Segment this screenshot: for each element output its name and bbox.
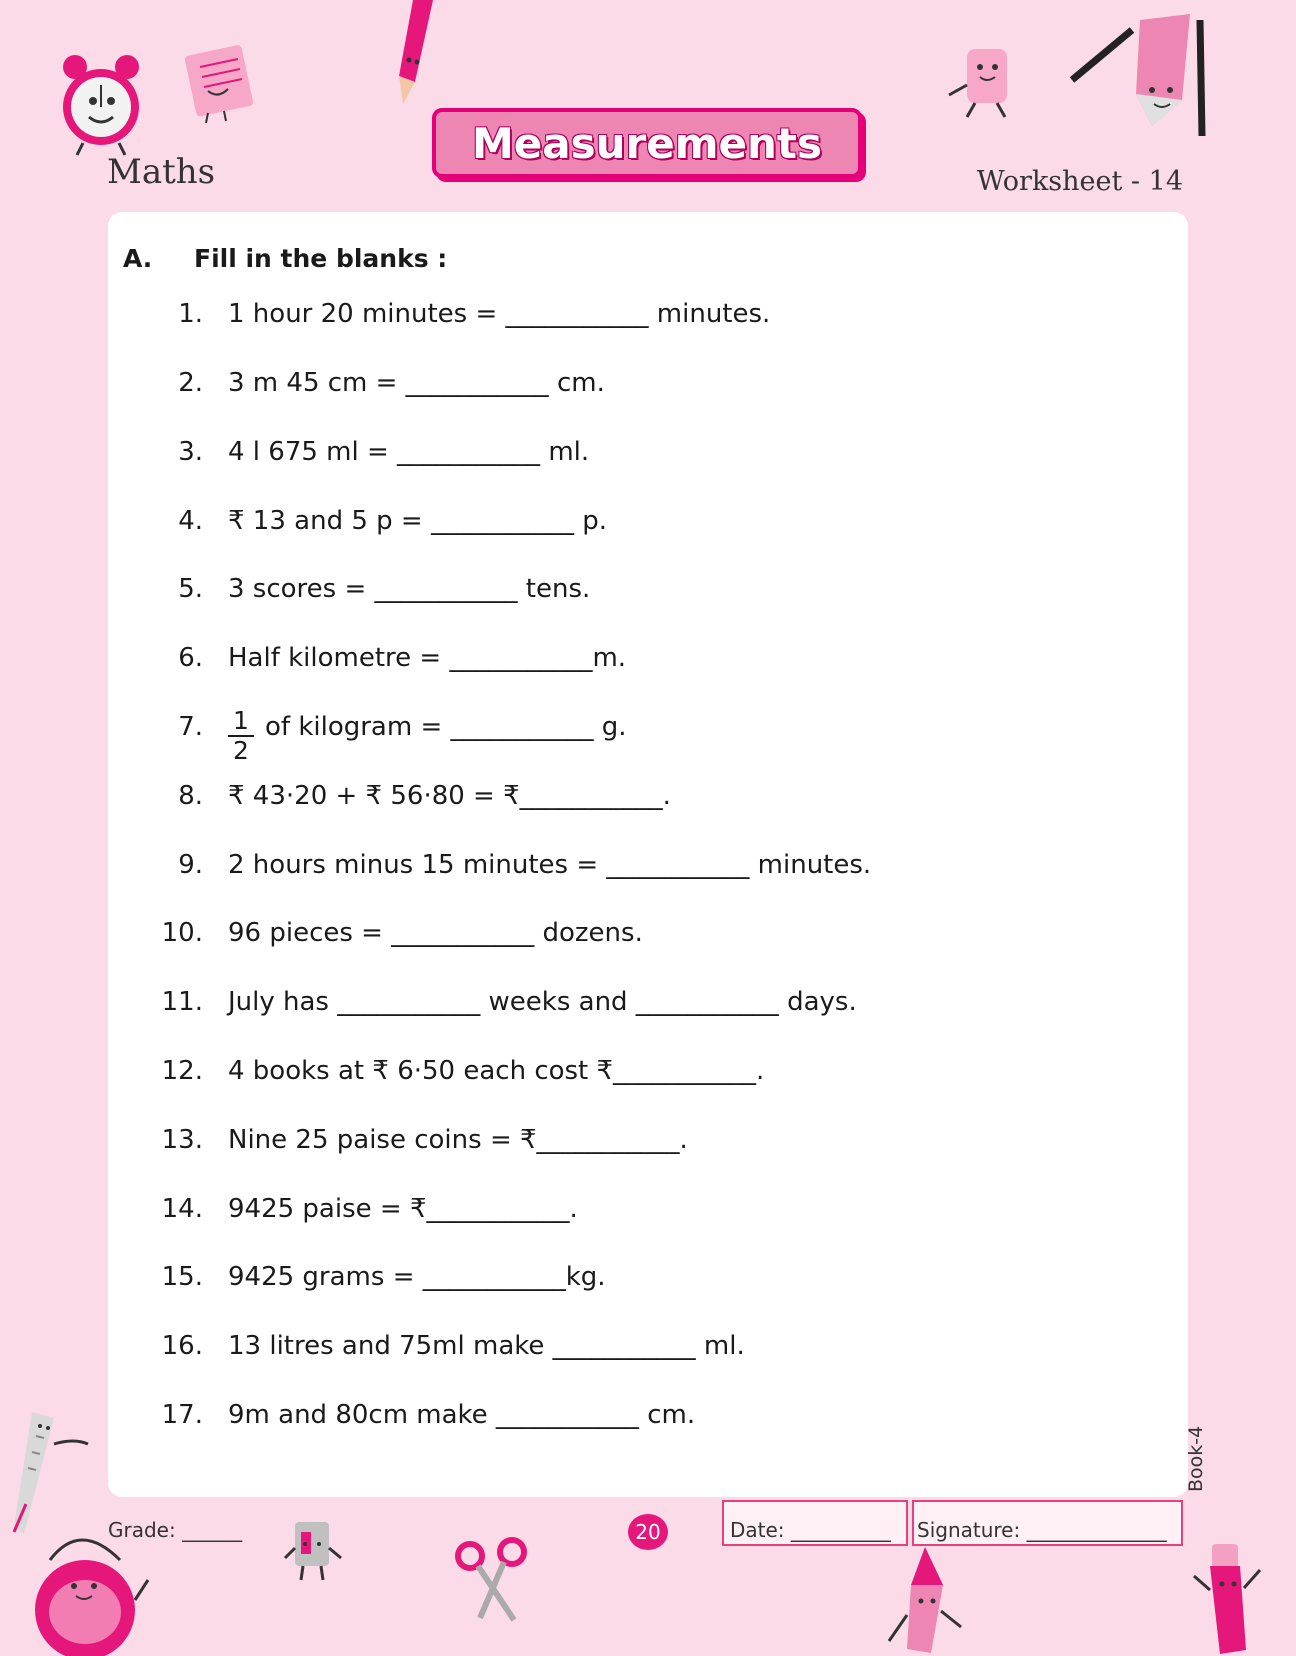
page-number-badge — [628, 1514, 668, 1550]
pencil-character-icon — [1070, 10, 1210, 140]
question-number: 1. — [178, 299, 203, 329]
question-text: 13 litres and 75ml make ___________ ml. — [228, 1331, 745, 1361]
question-text: 9425 paise = ₹___________. — [228, 1194, 578, 1224]
eraser-icon — [945, 45, 1025, 120]
ruler-icon — [10, 1408, 95, 1538]
question-text: 4 l 675 ml = ___________ ml. — [228, 437, 590, 467]
book-label: Book-4 — [1185, 1425, 1207, 1492]
scissors-icon — [452, 1534, 532, 1624]
pencil-icon — [385, 0, 445, 110]
question-number: 15. — [161, 1262, 203, 1292]
question-number: 17. — [161, 1400, 203, 1430]
question-number: 12. — [161, 1056, 203, 1086]
question-text: 1 hour 20 minutes = ___________ minutes. — [228, 299, 771, 329]
date-field: Date: __________ — [730, 1518, 891, 1542]
worksheet-label: Worksheet - 14 — [976, 166, 1183, 197]
question-text: of kilogram = ___________ g. — [265, 712, 627, 742]
section-title: Fill in the blanks : — [194, 244, 448, 273]
question-text: Nine 25 paise coins = ₹___________. — [228, 1125, 688, 1155]
question-number: 6. — [178, 643, 203, 673]
crayon-icon — [885, 1545, 965, 1655]
fraction-denominator: 2 — [233, 736, 249, 765]
question-number: 5. — [178, 574, 203, 604]
question-number: 16. — [161, 1331, 203, 1361]
question-text: 2 hours minus 15 minutes = ___________ minutes. — [228, 850, 872, 880]
question-number: 9. — [178, 850, 203, 880]
page-number: 20 — [635, 1520, 661, 1544]
question-number: 11. — [161, 987, 203, 1017]
question-text: 3 m 45 cm = ___________ cm. — [228, 368, 605, 398]
fraction-numerator: 1 — [228, 707, 254, 737]
question-number: 7. — [178, 712, 203, 742]
question-text: 9m and 80cm make ___________ cm. — [228, 1400, 696, 1430]
question-number: 4. — [178, 506, 203, 536]
question-text: 9425 grams = ___________kg. — [228, 1262, 606, 1292]
question-number: 2. — [178, 368, 203, 398]
question-text: July has ___________ weeks and ___________ days. — [228, 987, 857, 1017]
question-text: ₹ 43·20 + ₹ 56·80 = ₹___________. — [228, 781, 671, 811]
question-text: ₹ 13 and 5 p = ___________ p. — [228, 506, 607, 536]
question-text: 4 books at ₹ 6·50 each cost ₹___________. — [228, 1056, 765, 1086]
fraction — [228, 707, 254, 765]
question-text: Half kilometre = ___________m. — [228, 643, 627, 673]
notepad-icon — [178, 45, 268, 125]
title-banner — [432, 108, 862, 178]
question-number: 10. — [161, 918, 203, 948]
question-number: 14. — [161, 1194, 203, 1224]
pen-icon — [1190, 1540, 1270, 1656]
section-letter: A. — [123, 244, 153, 273]
question-number: 8. — [178, 781, 203, 811]
question-text: 3 scores = ___________ tens. — [228, 574, 591, 604]
signature-box — [912, 1500, 1183, 1546]
alarm-clock-icon — [55, 45, 150, 160]
date-box — [722, 1500, 908, 1546]
question-number: 3. — [178, 437, 203, 467]
grade-field: Grade: ______ — [108, 1518, 243, 1542]
signature-field: Signature: ______________ — [917, 1518, 1167, 1542]
sharpener-icon — [283, 1518, 343, 1588]
page-title: Measurements — [472, 118, 822, 168]
question-number: 13. — [161, 1125, 203, 1155]
subject-label: Maths — [107, 152, 216, 192]
question-text: 96 pieces = ___________ dozens. — [228, 918, 643, 948]
